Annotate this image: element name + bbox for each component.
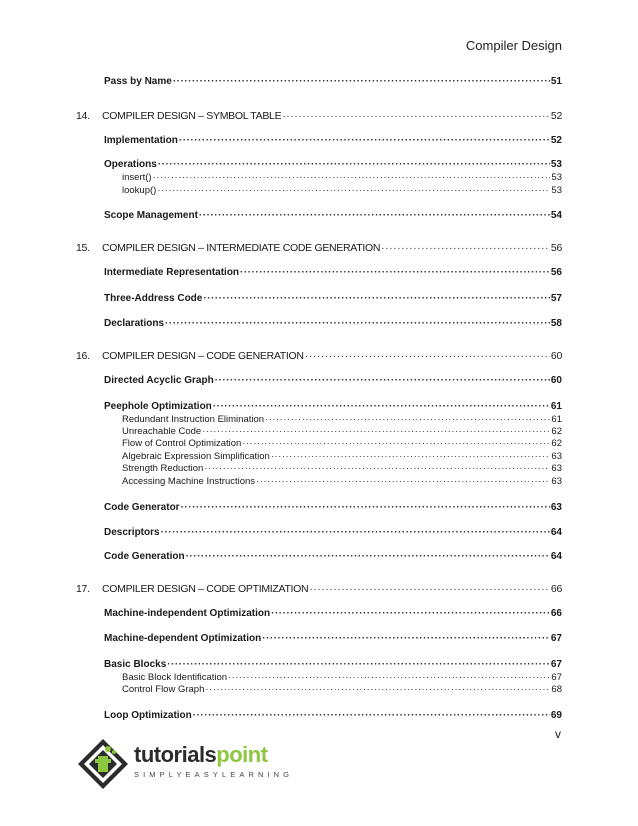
toc-entry-title: Unreachable Code <box>122 426 202 437</box>
tutorialspoint-logo <box>74 736 294 792</box>
toc-entry-title: Basic Block Identification <box>122 672 228 683</box>
toc-entry-page: 63 <box>550 502 562 513</box>
toc-entry-section <box>104 659 562 670</box>
toc-entry-sub <box>122 476 562 487</box>
toc-entry-page: 61 <box>551 414 562 425</box>
toc-entry-page: 66 <box>550 583 562 595</box>
toc-entry-page: 52 <box>550 135 562 146</box>
toc-entry-title: insert() <box>122 172 152 183</box>
toc-entry-page: 62 <box>551 438 562 449</box>
toc-entry-title: COMPILER DESIGN – CODE OPTIMIZATION <box>102 583 309 595</box>
toc-entry-title: Strength Reduction <box>122 463 204 474</box>
toc-entry-page: 67 <box>550 659 562 670</box>
toc-entry-title: Algebraic Expression Simplification <box>122 451 270 462</box>
toc-entry-title: Code Generator <box>104 502 180 513</box>
toc-entry-page: 57 <box>550 293 562 304</box>
dot-leader <box>173 76 550 87</box>
dot-leader <box>215 375 550 386</box>
toc-entry-section <box>104 318 562 329</box>
toc-entry-sub <box>122 414 562 425</box>
toc-entry-title: Basic Blocks <box>104 659 167 670</box>
toc-entry-sub <box>122 438 562 449</box>
logo-tagline: SIMPLYEASYLEARNING <box>134 770 294 779</box>
dot-leader <box>153 172 551 183</box>
toc-entry-page: 66 <box>550 608 562 619</box>
dot-leader <box>271 451 551 462</box>
dot-leader <box>309 583 550 595</box>
toc-entry-page: 64 <box>550 551 562 562</box>
dot-leader <box>158 159 550 170</box>
toc-entry-page: 68 <box>551 684 562 695</box>
toc-entry-title: Operations <box>104 159 157 170</box>
toc-entry-title: Directed Acyclic Graph <box>104 375 214 386</box>
toc-entry-page: 62 <box>551 426 562 437</box>
toc-entry-section <box>104 527 562 538</box>
toc-entry-title: Machine-dependent Optimization <box>104 633 262 644</box>
chapter-number: 14. <box>76 110 90 122</box>
toc-entry-title: COMPILER DESIGN – CODE GENERATION <box>102 350 304 362</box>
toc-entry-section <box>104 76 562 87</box>
toc-entry-page: 63 <box>551 476 562 487</box>
dot-leader <box>381 242 550 254</box>
dot-leader <box>271 608 550 619</box>
toc-entry-page: 56 <box>550 267 562 278</box>
toc-entry-title: Intermediate Representation <box>104 267 240 278</box>
dot-leader <box>265 414 550 425</box>
toc-entry-page: 56 <box>550 242 562 254</box>
toc-entry-title: Declarations <box>104 318 165 329</box>
toc-entry-page: 67 <box>551 672 562 683</box>
toc-entry-page: 54 <box>550 210 562 221</box>
dot-leader <box>186 551 550 562</box>
toc-entry-section <box>104 401 562 412</box>
toc-entry-title: Descriptors <box>104 527 160 538</box>
toc-entry-chapter <box>76 350 562 362</box>
toc-entry-title: Loop Optimization <box>104 710 192 721</box>
toc-entry-title: Peephole Optimization <box>104 401 212 412</box>
toc-entry-title: Code Generation <box>104 551 185 562</box>
toc-entry-title: Redundant Instruction Elimination <box>122 414 265 425</box>
toc-entry-title: Scope Management <box>104 210 198 221</box>
dot-leader <box>167 659 550 670</box>
dot-leader <box>202 426 550 437</box>
toc-entry-title: Implementation <box>104 135 178 146</box>
toc-entry-sub <box>122 426 562 437</box>
toc-entry-title: COMPILER DESIGN – SYMBOL TABLE <box>102 110 282 122</box>
toc-entry-section <box>104 135 562 146</box>
dot-leader <box>240 267 550 278</box>
toc-entry-section <box>104 608 562 619</box>
dot-leader <box>282 110 550 122</box>
toc-entry-page: 53 <box>551 185 562 196</box>
dot-leader <box>193 710 550 721</box>
toc-entry-page: 52 <box>550 110 562 122</box>
running-header: Compiler Design <box>465 38 562 53</box>
dot-leader <box>161 527 550 538</box>
dot-leader <box>203 293 550 304</box>
logo-diamond-icon <box>74 736 132 792</box>
toc-entry-title: Control Flow Graph <box>122 684 205 695</box>
logo-word-dark: tutorials <box>134 742 217 767</box>
toc-entry-section <box>104 375 562 386</box>
chapter-number: 15. <box>76 242 90 254</box>
toc-entry-section <box>104 633 562 644</box>
toc-entry-section <box>104 710 562 721</box>
dot-leader <box>204 463 550 474</box>
dot-leader <box>199 210 550 221</box>
toc-entry-title: Accessing Machine Instructions <box>122 476 256 487</box>
toc-entry-section <box>104 502 562 513</box>
toc-entry-section <box>104 267 562 278</box>
toc-entry-chapter <box>76 110 562 122</box>
toc-entry-page: 58 <box>550 318 562 329</box>
logo-wordmark <box>134 742 268 768</box>
toc-entry-title: Pass by Name <box>104 76 172 87</box>
page-number: v <box>555 727 561 741</box>
dot-leader <box>242 438 550 449</box>
chapter-number: 17. <box>76 583 90 595</box>
toc-entry-page: 63 <box>551 463 562 474</box>
toc-entry-page: 67 <box>550 633 562 644</box>
toc-entry-sub <box>122 463 562 474</box>
dot-leader <box>262 633 550 644</box>
toc-entry-section <box>104 210 562 221</box>
toc-entry-title: Three-Address Code <box>104 293 203 304</box>
dot-leader <box>179 135 550 146</box>
toc-entry-page: 63 <box>551 451 562 462</box>
toc-entry-chapter <box>76 583 562 595</box>
dot-leader <box>157 185 550 196</box>
toc-entry-page: 60 <box>550 375 562 386</box>
toc-entry-page: 69 <box>550 710 562 721</box>
toc-entry-sub <box>122 185 562 196</box>
toc-entry-page: 53 <box>550 159 562 170</box>
chapter-number: 16. <box>76 350 90 362</box>
toc-entry-title: Machine-independent Optimization <box>104 608 271 619</box>
dot-leader <box>181 502 550 513</box>
toc-entry-sub <box>122 684 562 695</box>
dot-leader <box>228 672 550 683</box>
dot-leader <box>213 401 550 412</box>
toc-entry-section <box>104 551 562 562</box>
toc-entry-sub <box>122 672 562 683</box>
toc-entry-page: 53 <box>551 172 562 183</box>
toc-entry-page: 64 <box>550 527 562 538</box>
toc-entry-page: 60 <box>550 350 562 362</box>
toc-entry-section <box>104 293 562 304</box>
toc-entry-page: 61 <box>550 401 562 412</box>
dot-leader <box>305 350 550 362</box>
toc-entry-chapter <box>76 242 562 254</box>
toc-entry-title: COMPILER DESIGN – INTERMEDIATE CODE GENERATION <box>102 242 381 254</box>
dot-leader <box>256 476 550 487</box>
logo-word-green: point <box>216 742 268 767</box>
toc-entry-page: 51 <box>550 76 562 87</box>
dot-leader <box>165 318 550 329</box>
toc-entry-title: lookup() <box>122 185 157 196</box>
toc-entry-title: Flow of Control Optimization <box>122 438 242 449</box>
toc-entry-section <box>104 159 562 170</box>
dot-leader <box>205 684 550 695</box>
toc-entry-sub <box>122 172 562 183</box>
toc-entry-sub <box>122 451 562 462</box>
